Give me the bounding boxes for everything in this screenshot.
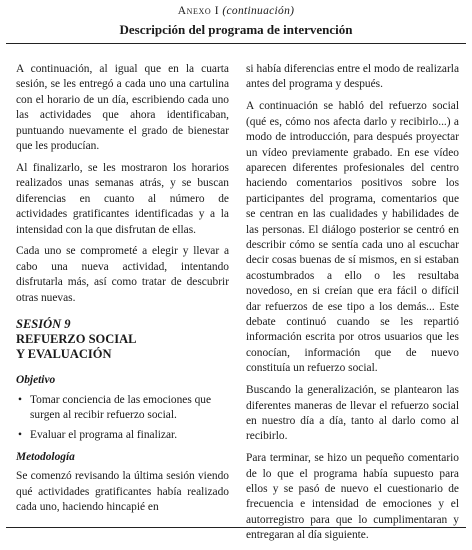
session-title bbox=[16, 332, 229, 362]
annex-header bbox=[0, 5, 472, 17]
session-title-line: Y EVALUACIÓN bbox=[16, 347, 112, 362]
metodologia-heading: Metodología bbox=[16, 450, 75, 463]
paragraph: Buscando la generalización, se plantearon las diferentes maneras de llevar el refuerzo social en nuestro día a día, tanto al darlo como al recibirlo. bbox=[246, 384, 459, 443]
paragraph: Cada uno se comprometé a elegir y llevar a cabo una nueva actividad, intentando disfrutarla más, así como tratar de descubrir otras nuevas. bbox=[16, 245, 229, 304]
session-title-line: REFUERZO SOCIAL bbox=[16, 332, 137, 347]
bottom-rule bbox=[6, 527, 466, 528]
objective-item: • Tomar conciencia de las emociones que surgen al recibir refuerzo social. bbox=[16, 393, 229, 424]
session-number: SESIÓN 9 bbox=[16, 317, 71, 332]
top-rule bbox=[6, 43, 466, 44]
right-column bbox=[246, 62, 459, 550]
paragraph: A continuación, al igual que en la cuarta sesión, se les entregó a cada uno una cartulina con el horario de un día, escribiendo cada uno las actividades que ahora identificaban, puntuando nuevamente el grado de bienestar que les producían. bbox=[16, 63, 229, 153]
annex-label: Anexo I bbox=[177, 5, 220, 17]
page-title: Descripción del programa de intervención bbox=[119, 22, 353, 37]
paragraph: Al finalizarlo, se les mostraron los horarios realizados unas semanas atrás, y se buscan diferencias en cuanto al número de actividades gratificantes identificadas y a la intensidad con la que disfrutan de ellas. bbox=[16, 161, 229, 236]
objective-list bbox=[16, 393, 229, 444]
annex-continuation: (continuación) bbox=[222, 5, 295, 17]
paragraph: Se comenzó revisando la última sesión viendo qué actividades gratificantes había realizado cada uno, haciendo hincapié en bbox=[16, 470, 229, 513]
objetivo-heading: Objetivo bbox=[16, 374, 56, 387]
paragraph: A continuación se habló del refuerzo social (qué es, cómo nos afecta darlo y recibirlo...) a modo de introducción, para después proyectar un vídeo previamente grabado. En ese vídeo aparecen diferentes profesionales del centro haciendo comentarios positivos sobre los participantes del programa, comentarios que se centran en las cualidades y habilidades de las personas. El diálogo posterior se centró en describir cómo se sentía cada uno al escuchar decir cosas buenas de sí mismos, en si estaban acostumbrados a ello o les resultaba novedoso, en si creían que era fácil o difícil dar refuerzos de ese tipo a los demás... Este debate continuó cuando se les repartió información escrita por otros usuarios que les conocían, información que de nuevo constituía un refuerzo social. bbox=[246, 100, 459, 375]
paragraph: Para terminar, se hizo un pequeño comentario de lo que el programa había supuesto para ellos y se pasó de nuevo el cuestionario de frecuencia e intensidad de emociones y el autorregistro para que lo cumplimentaran y entregaran al día siguiente. bbox=[246, 452, 459, 542]
left-column bbox=[16, 62, 229, 522]
paragraph: si había diferencias entre el modo de realizarla antes del programa y después. bbox=[246, 63, 459, 91]
objective-item: • Evaluar el programa al finalizar. bbox=[16, 428, 229, 443]
